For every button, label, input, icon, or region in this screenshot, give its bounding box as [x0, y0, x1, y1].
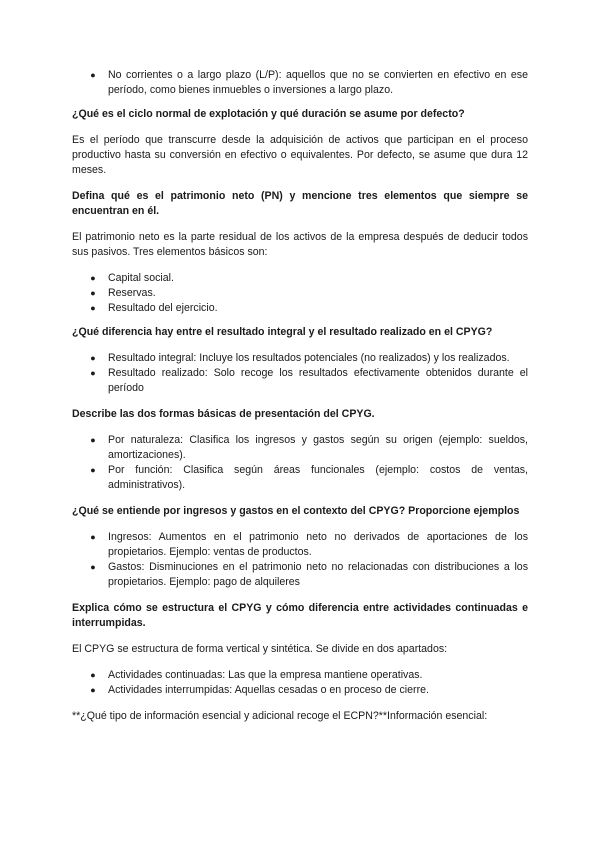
list-item: ● No corrientes o a largo plazo (L/P): aquellos que no se convierten en efectivo en ese período, como bienes inmuebles o inversiones a largo plazo. [72, 68, 528, 98]
bullet-icon: ● [90, 465, 96, 475]
section-heading-estructura-cpyg: Explica cómo se estructura el CPYG y cómo diferencia entre actividades continuadas e interrumpidas. [72, 602, 528, 629]
bullet-icon: ● [90, 368, 96, 378]
ingresos-gastos-list [72, 530, 528, 590]
list-item: ● Reservas. [72, 286, 528, 301]
bullet-icon: ● [90, 670, 96, 680]
section-heading-patrimonio-neto: Defina qué es el patrimonio neto (PN) y mencione tres elementos que siempre se encuentran en él. [72, 190, 528, 217]
paragraph: El patrimonio neto es la parte residual de los activos de la empresa después de deducir todos sus pasivos. Tres elementos básicos son: [72, 231, 528, 258]
pn-elements-list [72, 271, 528, 316]
paragraph: El CPYG se estructura de forma vertical y sintética. Se divide en dos apartados: [72, 643, 448, 655]
resultado-list [72, 351, 528, 396]
section-heading-ciclo-explotacion: ¿Qué es el ciclo normal de explotación y qué duración se asume por defecto? [72, 108, 465, 120]
bullet-icon: ● [90, 532, 96, 542]
list-item: ● Por naturaleza: Clasifica los ingresos y gastos según su origen (ejemplo: sueldos, amortizaciones). [72, 433, 528, 463]
list-item: ● Ingresos: Aumentos en el patrimonio neto no derivados de aportaciones de los propietarios. Ejemplo: ventas de productos. [72, 530, 528, 560]
list-item: ● Resultado realizado: Solo recoge los resultados efectivamente obtenidos durante el período [72, 366, 528, 396]
list-item: ● Actividades interrumpidas: Aquellas cesadas o en proceso de cierre. [72, 683, 528, 698]
section-heading-ingresos-gastos: ¿Qué se entiende por ingresos y gastos en el contexto del CPYG? Proporcione ejemplos [72, 505, 520, 517]
bullet-icon: ● [90, 70, 96, 80]
list-item: ● Resultado del ejercicio. [72, 301, 528, 316]
bullet-icon: ● [90, 435, 96, 445]
list-item: ● Resultado integral: Incluye los resultados potenciales (no realizados) y los realizados. [72, 351, 528, 366]
bullet-icon: ● [90, 273, 96, 283]
actividades-list [72, 668, 528, 698]
list-item: ● Capital social. [72, 271, 528, 286]
bullet-icon: ● [90, 685, 96, 695]
paragraph: Es el período que transcurre desde la adquisición de activos que participan en el proceso productivo hasta su conversión en efectivo o equivalentes. Por defecto, se asume que dura 12 meses. [72, 134, 528, 176]
section-heading-resultado-integral: ¿Qué diferencia hay entre el resultado integral y el resultado realizado en el CPYG? [72, 326, 493, 338]
list-item: ● Actividades continuadas: Las que la empresa mantiene operativas. [72, 668, 528, 683]
presentacion-list [72, 433, 528, 493]
bullet-icon: ● [90, 303, 96, 313]
intro-list [72, 68, 528, 98]
bullet-icon: ● [90, 562, 96, 572]
bullet-icon: ● [90, 288, 96, 298]
section-heading-formas-presentacion: Describe las dos formas básicas de presentación del CPYG. [72, 408, 375, 420]
bullet-icon: ● [90, 353, 96, 363]
list-item: ● Por función: Clasifica según áreas funcionales (ejemplo: costos de ventas, administrativos). [72, 463, 528, 493]
list-item: ● Gastos: Disminuciones en el patrimonio neto no relacionadas con distribuciones a los propietarios. Ejemplo: pago de alquileres [72, 560, 528, 590]
closing-paragraph: **¿Qué tipo de información esencial y adicional recoge el ECPN?**Información esencial: [72, 710, 488, 722]
